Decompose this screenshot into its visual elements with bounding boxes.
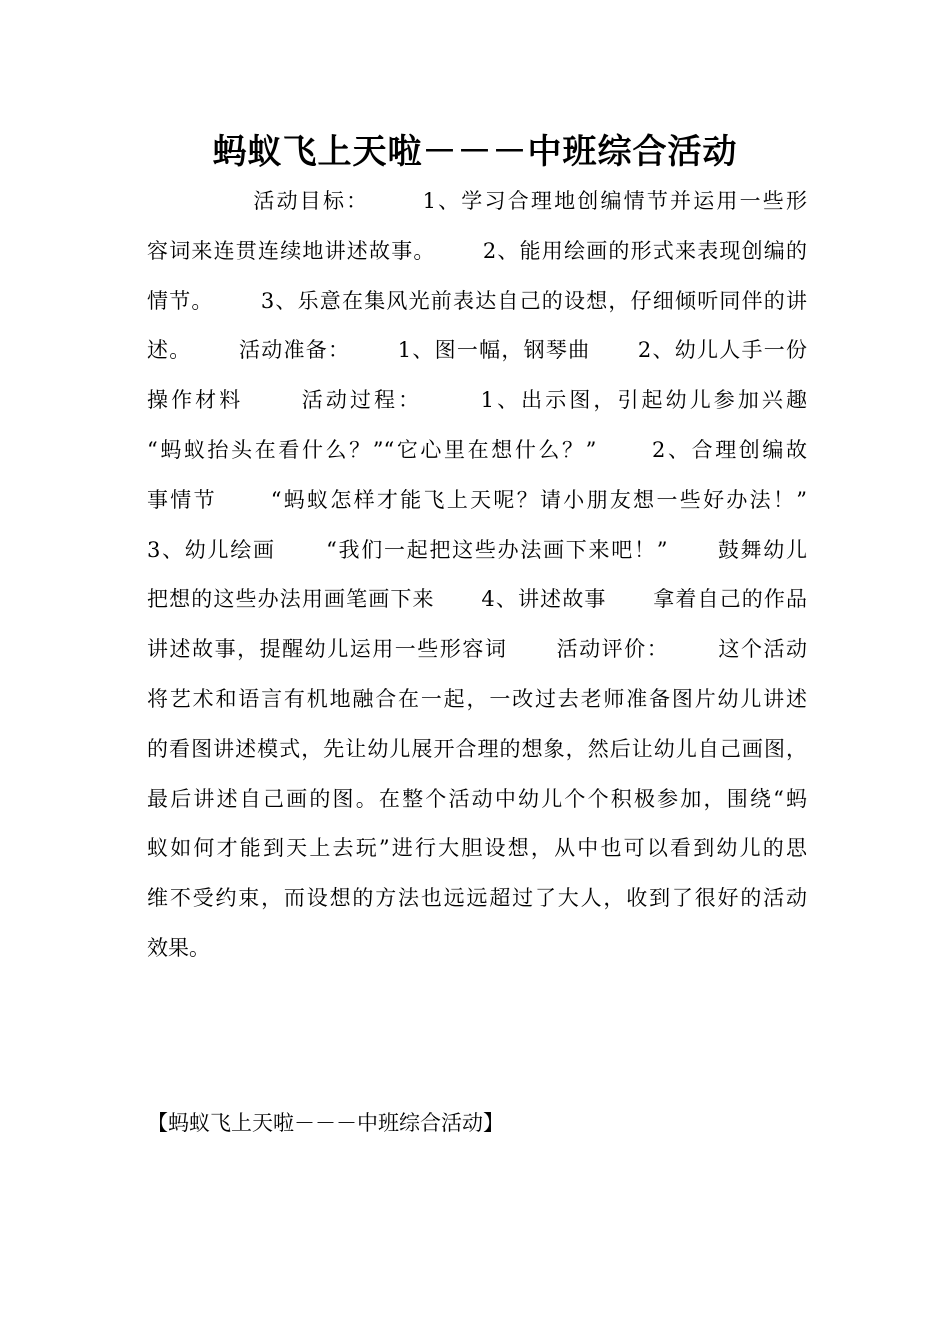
- body-line: 事情节 “蚂蚁怎样才能飞上天呢？请小朋友想一些好办法！”: [147, 487, 807, 512]
- body-line: 最后讲述自己画的图。在整个活动中幼儿个个积极参加，围绕“蚂: [147, 786, 807, 811]
- body-line: 将艺术和语言有机地融合在一起，一改过去老师准备图片幼儿讲述: [147, 686, 807, 711]
- body-line: 效果。: [147, 935, 210, 960]
- body-line: 维不受约束，而设想的方法也远远超过了大人，收到了很好的活动: [147, 886, 807, 911]
- body-line: 容词来连贯连续地讲述故事。 2、能用绘画的形式来表现创编的: [147, 238, 807, 263]
- document-footer: 【蚂蚁飞上天啦－－－中班综合活动】: [147, 1111, 504, 1135]
- body-line: 的看图讲述模式，先让幼儿展开合理的想象，然后让幼儿自己画图，: [147, 736, 807, 761]
- body-line: 情节。 3、乐意在集风光前表达自己的设想，仔细倾听同伴的讲: [147, 288, 807, 313]
- body-line: 蚁如何才能到天上去玩”进行大胆设想，从中也可以看到幼儿的思: [147, 836, 807, 861]
- body-line: “蚂蚁抬头在看什么？”“它心里在想什么？” 2、合理创编故: [147, 437, 807, 462]
- body-line: 3、幼儿绘画 “我们一起把这些办法画下来吧！” 鼓舞幼儿: [147, 537, 807, 562]
- document-title: 蚂蚁飞上天啦－－－中班综合活动: [212, 132, 738, 172]
- document-body: [147, 177, 807, 974]
- body-line: 述。 活动准备： 1、图一幅，钢琴曲 2、幼儿人手一份: [147, 338, 807, 363]
- body-line: 讲述故事，提醒幼儿运用一些形容词 活动评价： 这个活动: [147, 637, 807, 662]
- body-line: 操作材料 活动过程： 1、出示图，引起幼儿参加兴趣: [147, 388, 807, 413]
- body-line: 活动目标： 1、学习合理地创编情节并运用一些形: [147, 189, 807, 213]
- body-line: 把想的这些办法用画笔画下来 4、讲述故事 拿着自己的作品: [147, 587, 807, 612]
